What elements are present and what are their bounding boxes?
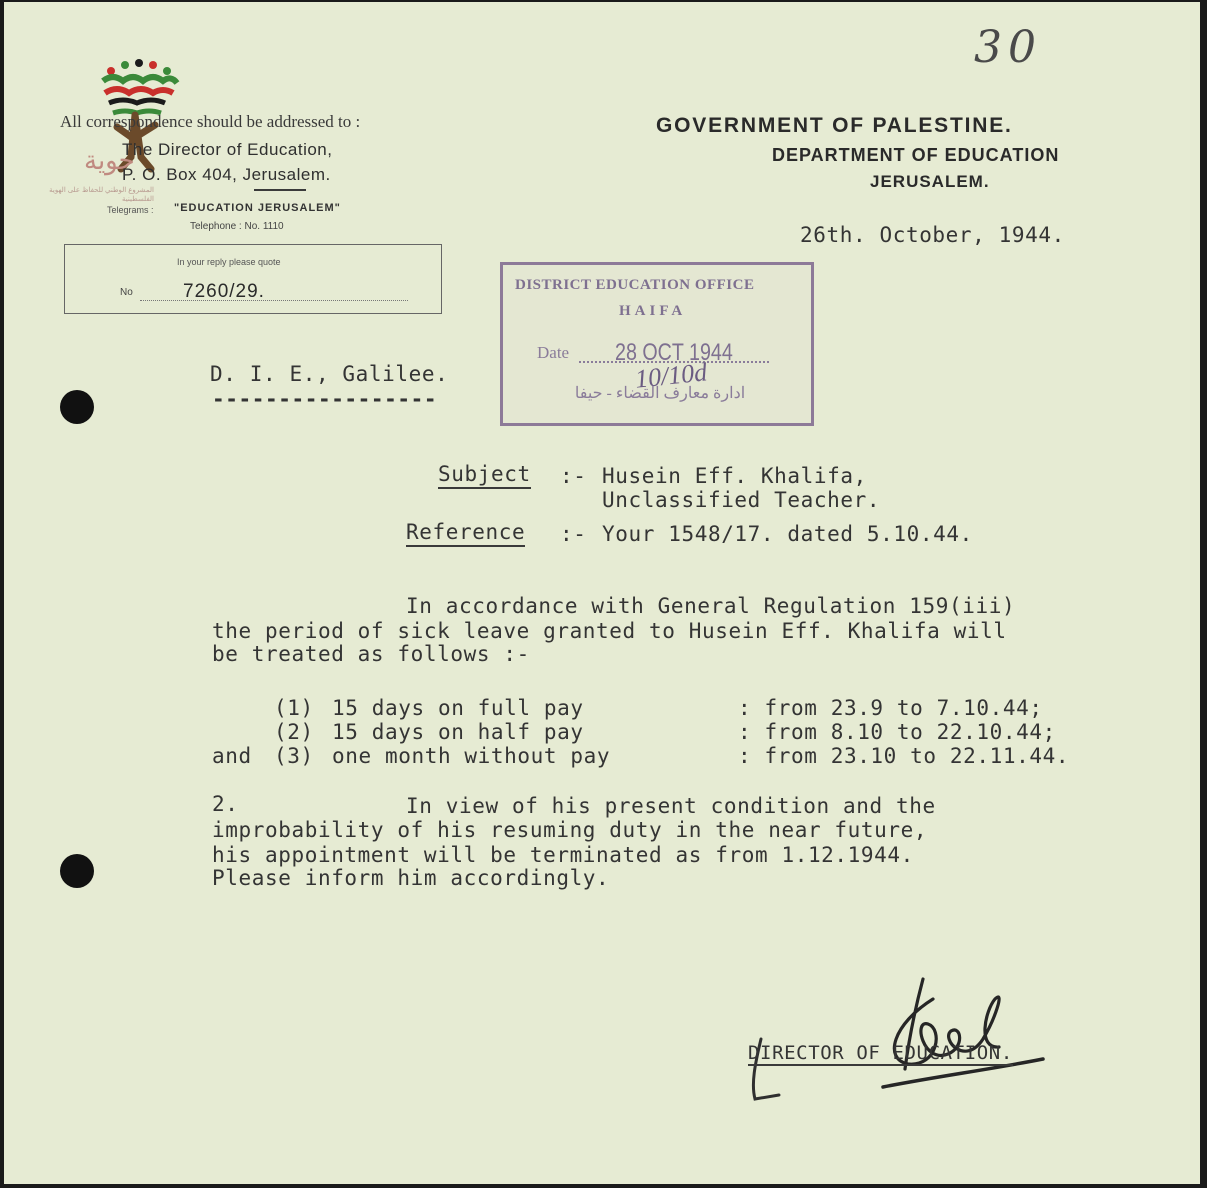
page-number: 30 [974,22,1042,73]
telegrams-value: "EDUCATION JERUSALEM" [174,202,341,214]
punch-hole-bottom [60,854,94,888]
punch-hole-top [60,390,94,424]
logo-arabic-subtext: المشروع الوطني للحفاظ على الهوية الفلسطينية [49,187,154,203]
leave-item-1-desc: 15 days on full pay [332,696,584,720]
letter-page [4,2,1200,1184]
letter-date: 26th. October, 1944. [800,223,1065,247]
letterhead-government: GOVERNMENT OF PALESTINE. [656,114,1013,137]
leave-item-2-num: (2) [274,720,314,744]
addressee: D. I. E., Galilee. [210,362,449,386]
reply-no-label: No [120,287,133,298]
letterhead-city: JERUSALEM. [870,172,990,191]
leave-item-1-num: (1) [274,696,314,720]
reference-value: Your 1548/17. dated 5.10.44. [602,522,973,546]
letterhead-address-line3: P. O. Box 404, Jerusalem. [122,165,331,184]
leave-item-2-desc: 15 days on half pay [332,720,584,744]
letterhead-department: DEPARTMENT OF EDUCATION [772,145,1060,165]
leave-item-1-period: : from 23.9 to 7.10.44; [738,696,1043,720]
para2-number: 2. [212,792,239,816]
letterhead-rule [254,189,306,191]
stamp-date-label: Date [537,343,570,362]
leave-item-3-period: : from 23.10 to 22.11.44. [738,744,1070,768]
reply-reference-box [64,244,442,314]
stamp-city: HAIFA [619,303,687,319]
para2-line4: Please inform him accordingly. [212,866,610,890]
reference-separator: :- [560,522,587,546]
stamp-date-value: 28 OCT 1944 [615,339,733,366]
leave-item-3-prefix: and [212,744,252,768]
para1-line3: be treated as follows :- [212,642,530,666]
reply-no-value: 7260/29. [183,281,265,302]
reply-hint: In your reply please quote [177,257,281,267]
received-stamp [500,262,814,426]
subject-line1: Husein Eff. Khalifa, [602,464,867,488]
reference-label: Reference [406,520,525,547]
handwritten-signature [694,950,1014,1090]
subject-line2: Unclassified Teacher. [602,488,881,512]
logo-arabic-text: حوية [84,146,135,175]
para2-line2: improbability of his resuming duty in the near future, [212,818,928,842]
addressee-underline: ----------------- [212,387,438,411]
leave-item-2-period: : from 8.10 to 22.10.44; [738,720,1056,744]
letterhead-address-line2: The Director of Education, [122,140,333,159]
para1-line1: In accordance with General Regulation 159(iii) [406,594,1016,618]
telephone-number: Telephone : No. 1110 [190,221,284,232]
stamp-arabic: ادارة معارف القضاء - حيفا [574,385,746,402]
signature-title: DIRECTOR OF EDUCATION. [748,1042,1013,1064]
leave-item-3-num: (3) [274,744,314,768]
stamp-handwritten-number: 10/10d [633,357,709,394]
para2-line3: his appointment will be terminated as from 1.12.1944. [212,843,914,867]
telegrams-label: Telegrams : [107,205,154,215]
subject-separator: :- [560,464,587,488]
letterhead-address-line1: All correspondence should be addressed to : [60,112,361,131]
leave-item-3-desc: one month without pay [332,744,611,768]
subject-label: Subject [438,462,531,489]
stamp-office: DISTRICT EDUCATION OFFICE [515,277,755,293]
para1-line2: the period of sick leave granted to Husein Eff. Khalifa will [212,619,1007,643]
reply-no-dots [140,300,408,301]
para2-line1: In view of his present condition and the [406,794,936,818]
